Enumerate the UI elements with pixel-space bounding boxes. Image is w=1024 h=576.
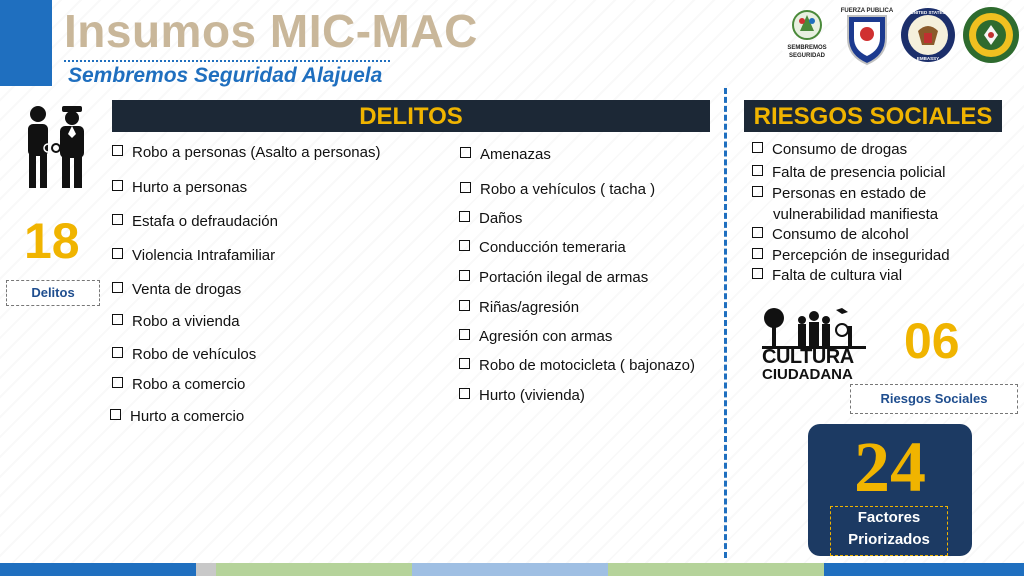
svg-text:SEMBREMOS: SEMBREMOS [787, 45, 827, 51]
section-divider [724, 88, 727, 558]
delito-item: Estafa o defraudación [112, 213, 278, 230]
delito-item: Robo a comercio [112, 376, 245, 393]
checkbox-icon [112, 248, 123, 259]
page-subtitle: Sembremos Seguridad Alajuela [68, 64, 383, 87]
riesgos-count: 06 [904, 313, 960, 369]
checkbox-icon [752, 248, 763, 259]
checkbox-icon [459, 388, 470, 399]
us-embassy-seal [900, 5, 956, 65]
checkbox-icon [459, 300, 470, 311]
footer-color-bar [0, 563, 1024, 576]
svg-text:FUERZA PUBLICA: FUERZA PUBLICA [840, 8, 894, 14]
delito-item: Hurto (vivienda) [459, 387, 585, 404]
riesgo-item: Falta de presencia policial [752, 164, 945, 181]
checkbox-icon [460, 147, 471, 158]
riesgo-item: Percepción de inseguridad [752, 247, 950, 264]
delito-item: Agresión con armas [459, 328, 612, 345]
delitos-header: DELITOS [112, 100, 710, 132]
delito-item: Conducción temeraria [459, 239, 626, 256]
delito-item: Robo de vehículos [112, 346, 256, 363]
delito-item: Daños [459, 210, 522, 227]
checkbox-icon [112, 347, 123, 358]
family-park-icon [762, 306, 866, 350]
svg-text:SEGURIDAD: SEGURIDAD [788, 53, 826, 59]
riesgos-header: RIESGOS SOCIALES [744, 100, 1002, 132]
partner-logos [780, 2, 1020, 68]
factores-priorizados-box [808, 424, 972, 556]
checkbox-icon [112, 282, 123, 293]
checkbox-icon [112, 180, 123, 191]
delito-item: Robo a personas (Asalto a personas) [112, 144, 380, 161]
title-divider [64, 60, 390, 62]
checkbox-icon [752, 268, 763, 279]
riesgo-item: Falta de cultura vial [752, 267, 902, 284]
criminal-and-police-icon [20, 104, 92, 190]
checkbox-icon [460, 182, 471, 193]
delito-item: Hurto a personas [112, 179, 247, 196]
delito-item: Robo a vehículos ( tacha ) [460, 181, 655, 198]
checkbox-icon [459, 358, 470, 369]
delitos-count: 18 [24, 213, 80, 269]
delito-item: Amenazas [460, 146, 551, 163]
police-emblem [962, 5, 1020, 65]
header-blue-block [0, 0, 52, 86]
checkbox-icon [459, 211, 470, 222]
riesgo-item-continuation: vulnerabilidad manifiesta [773, 206, 939, 223]
checkbox-icon [112, 214, 123, 225]
svg-text:EMBASSY: EMBASSY [916, 56, 940, 61]
riesgo-item: Personas en estado de [752, 185, 926, 202]
cultura-ciudadana-logo [762, 306, 866, 386]
checkbox-icon [110, 409, 121, 420]
checkbox-icon [752, 186, 763, 197]
checkbox-icon [459, 240, 470, 251]
checkbox-icon [459, 329, 470, 340]
checkbox-icon [459, 270, 470, 281]
delito-item: Portación ilegal de armas [459, 269, 648, 286]
riesgo-item: Consumo de drogas [752, 141, 907, 158]
delito-item: Venta de drogas [112, 281, 241, 298]
delitos-count-label: Delitos [6, 280, 100, 306]
checkbox-icon [112, 145, 123, 156]
checkbox-icon [112, 314, 123, 325]
fuerza-publica-logo [840, 5, 894, 65]
riesgo-item: Consumo de alcohol [752, 226, 909, 243]
riesgos-count-label: Riesgos Sociales [850, 384, 1018, 414]
page-title: Insumos MIC-MAC [64, 5, 478, 57]
checkbox-icon [752, 165, 763, 176]
delito-item: Riñas/agresión [459, 299, 579, 316]
checkbox-icon [752, 142, 763, 153]
delito-item: Robo a vivienda [112, 313, 240, 330]
delito-item: Hurto a comercio [110, 408, 244, 425]
cultura-line1: CULTURA [762, 346, 854, 368]
svg-text:UNITED STATES: UNITED STATES [910, 10, 946, 15]
sembremos-seguridad-logo [780, 5, 834, 65]
delito-item: Robo de motocicleta ( bajonazo) [459, 357, 695, 374]
checkbox-icon [752, 227, 763, 238]
delito-item: Violencia Intrafamiliar [112, 247, 275, 264]
checkbox-icon [112, 377, 123, 388]
factores-total: 24 [854, 427, 926, 507]
factores-label: Factores Priorizados [830, 506, 948, 556]
cultura-line2: CIUDADANA [762, 366, 853, 383]
